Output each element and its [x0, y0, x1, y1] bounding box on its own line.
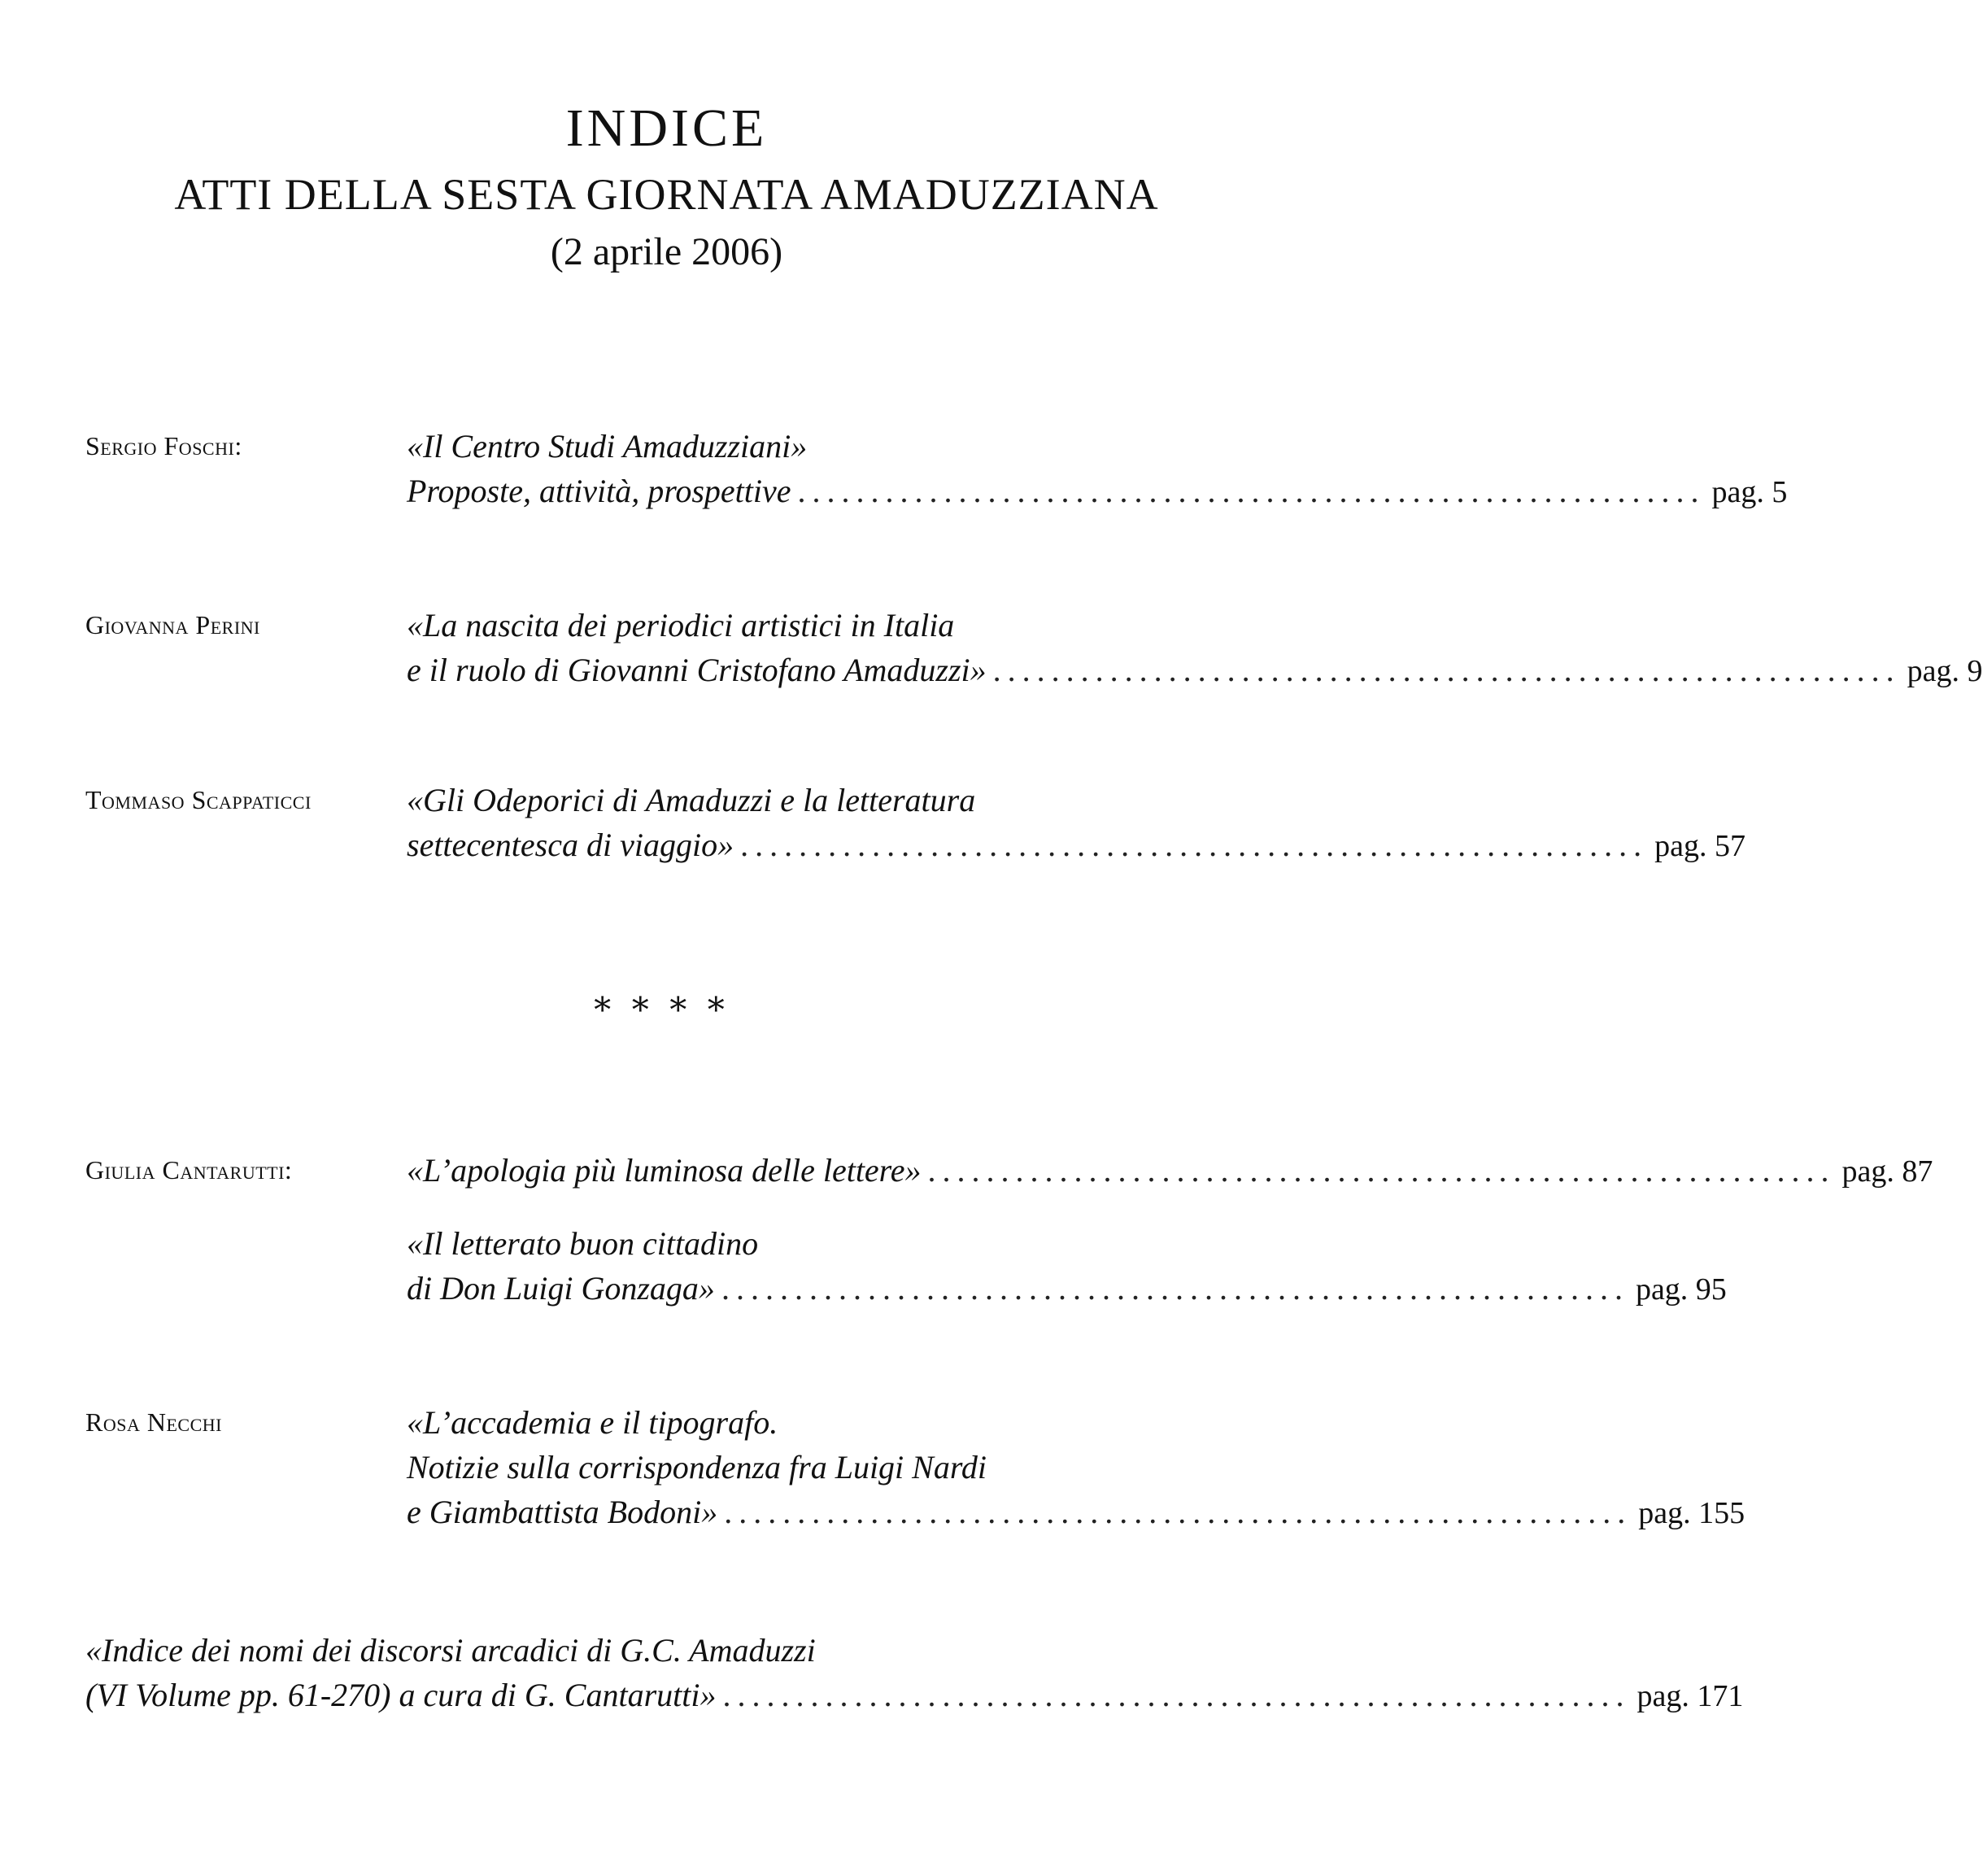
- page-title: INDICE: [565, 98, 768, 158]
- entry-page: pag. 87: [1841, 1154, 1933, 1189]
- leader-dots: ..............................................................: [927, 1152, 1836, 1189]
- entry-title-line: (VI Volume pp. 61-270) a cura di G. Cantarutti» .............................................................. pag. 171: [85, 1677, 1744, 1713]
- entry-author: Sergio Foschi:: [85, 431, 242, 460]
- leader-dots: ..............................................................: [992, 652, 1901, 688]
- entry-title-line: e il ruolo di Giovanni Cristofano Amaduzzi» .............................................................. pag. 9: [407, 652, 1983, 688]
- entry-title-line: «Il Centro Studi Amaduzziani»: [407, 428, 808, 465]
- entry-author: Rosa Necchi: [85, 1407, 222, 1437]
- entry-title-line: Proposte, attività, prospettive .............................................................. pag. 5: [407, 473, 1788, 509]
- page-subtitle: ATTI DELLA SESTA GIORNATA AMADUZZIANA: [174, 170, 1159, 219]
- leader-dots: ..............................................................: [724, 1494, 1632, 1530]
- entry-page: pag. 5: [1711, 475, 1788, 509]
- entry-page: pag. 57: [1654, 829, 1745, 863]
- leader-dots: ..............................................................: [797, 473, 1706, 509]
- entry-title-line: e Giambattista Bodoni» .............................................................. pag. 155: [407, 1494, 1745, 1530]
- entry-title-line: Notizie sulla corrispondenza fra Luigi Nardi: [407, 1449, 987, 1486]
- entry-page: pag. 9: [1907, 654, 1983, 688]
- entry-author: Giovanna Perini: [85, 610, 260, 639]
- entry-title-line: «Gli Odeporici di Amaduzzi e la letteratura: [407, 782, 976, 818]
- entry-title-line: «L’accademia e il tipografo.: [407, 1404, 778, 1441]
- entry-title-line: «La nascita dei periodici artistici in Italia: [407, 607, 955, 644]
- section-separator: ∗∗∗∗: [591, 985, 743, 1023]
- entry-title-line: settecentesca di viaggio» .............................................................. pag. 57: [407, 827, 1745, 863]
- entry-title-line: «L’apologia più luminosa delle lettere» .............................................................. pag. 87: [407, 1152, 1933, 1189]
- entry-title-line: di Don Luigi Gonzaga» .............................................................. pag. 95: [407, 1270, 1727, 1307]
- entry-page: pag. 171: [1637, 1679, 1744, 1713]
- page-date: (2 aprile 2006): [550, 230, 783, 273]
- leader-dots: ..............................................................: [722, 1677, 1631, 1713]
- entry-author: Tommaso Scappaticci: [85, 785, 312, 814]
- leader-dots: ..............................................................: [740, 827, 1649, 863]
- entry-title-line: «Indice dei nomi dei discorsi arcadici di G.C. Amaduzzi: [85, 1632, 816, 1669]
- entry-page: pag. 155: [1638, 1496, 1745, 1530]
- entry-author: Giulia Cantarutti:: [85, 1155, 293, 1184]
- entry-title-line: «Il letterato buon cittadino: [407, 1225, 759, 1262]
- leader-dots: ..............................................................: [721, 1270, 1629, 1307]
- entry-page: pag. 95: [1635, 1272, 1727, 1307]
